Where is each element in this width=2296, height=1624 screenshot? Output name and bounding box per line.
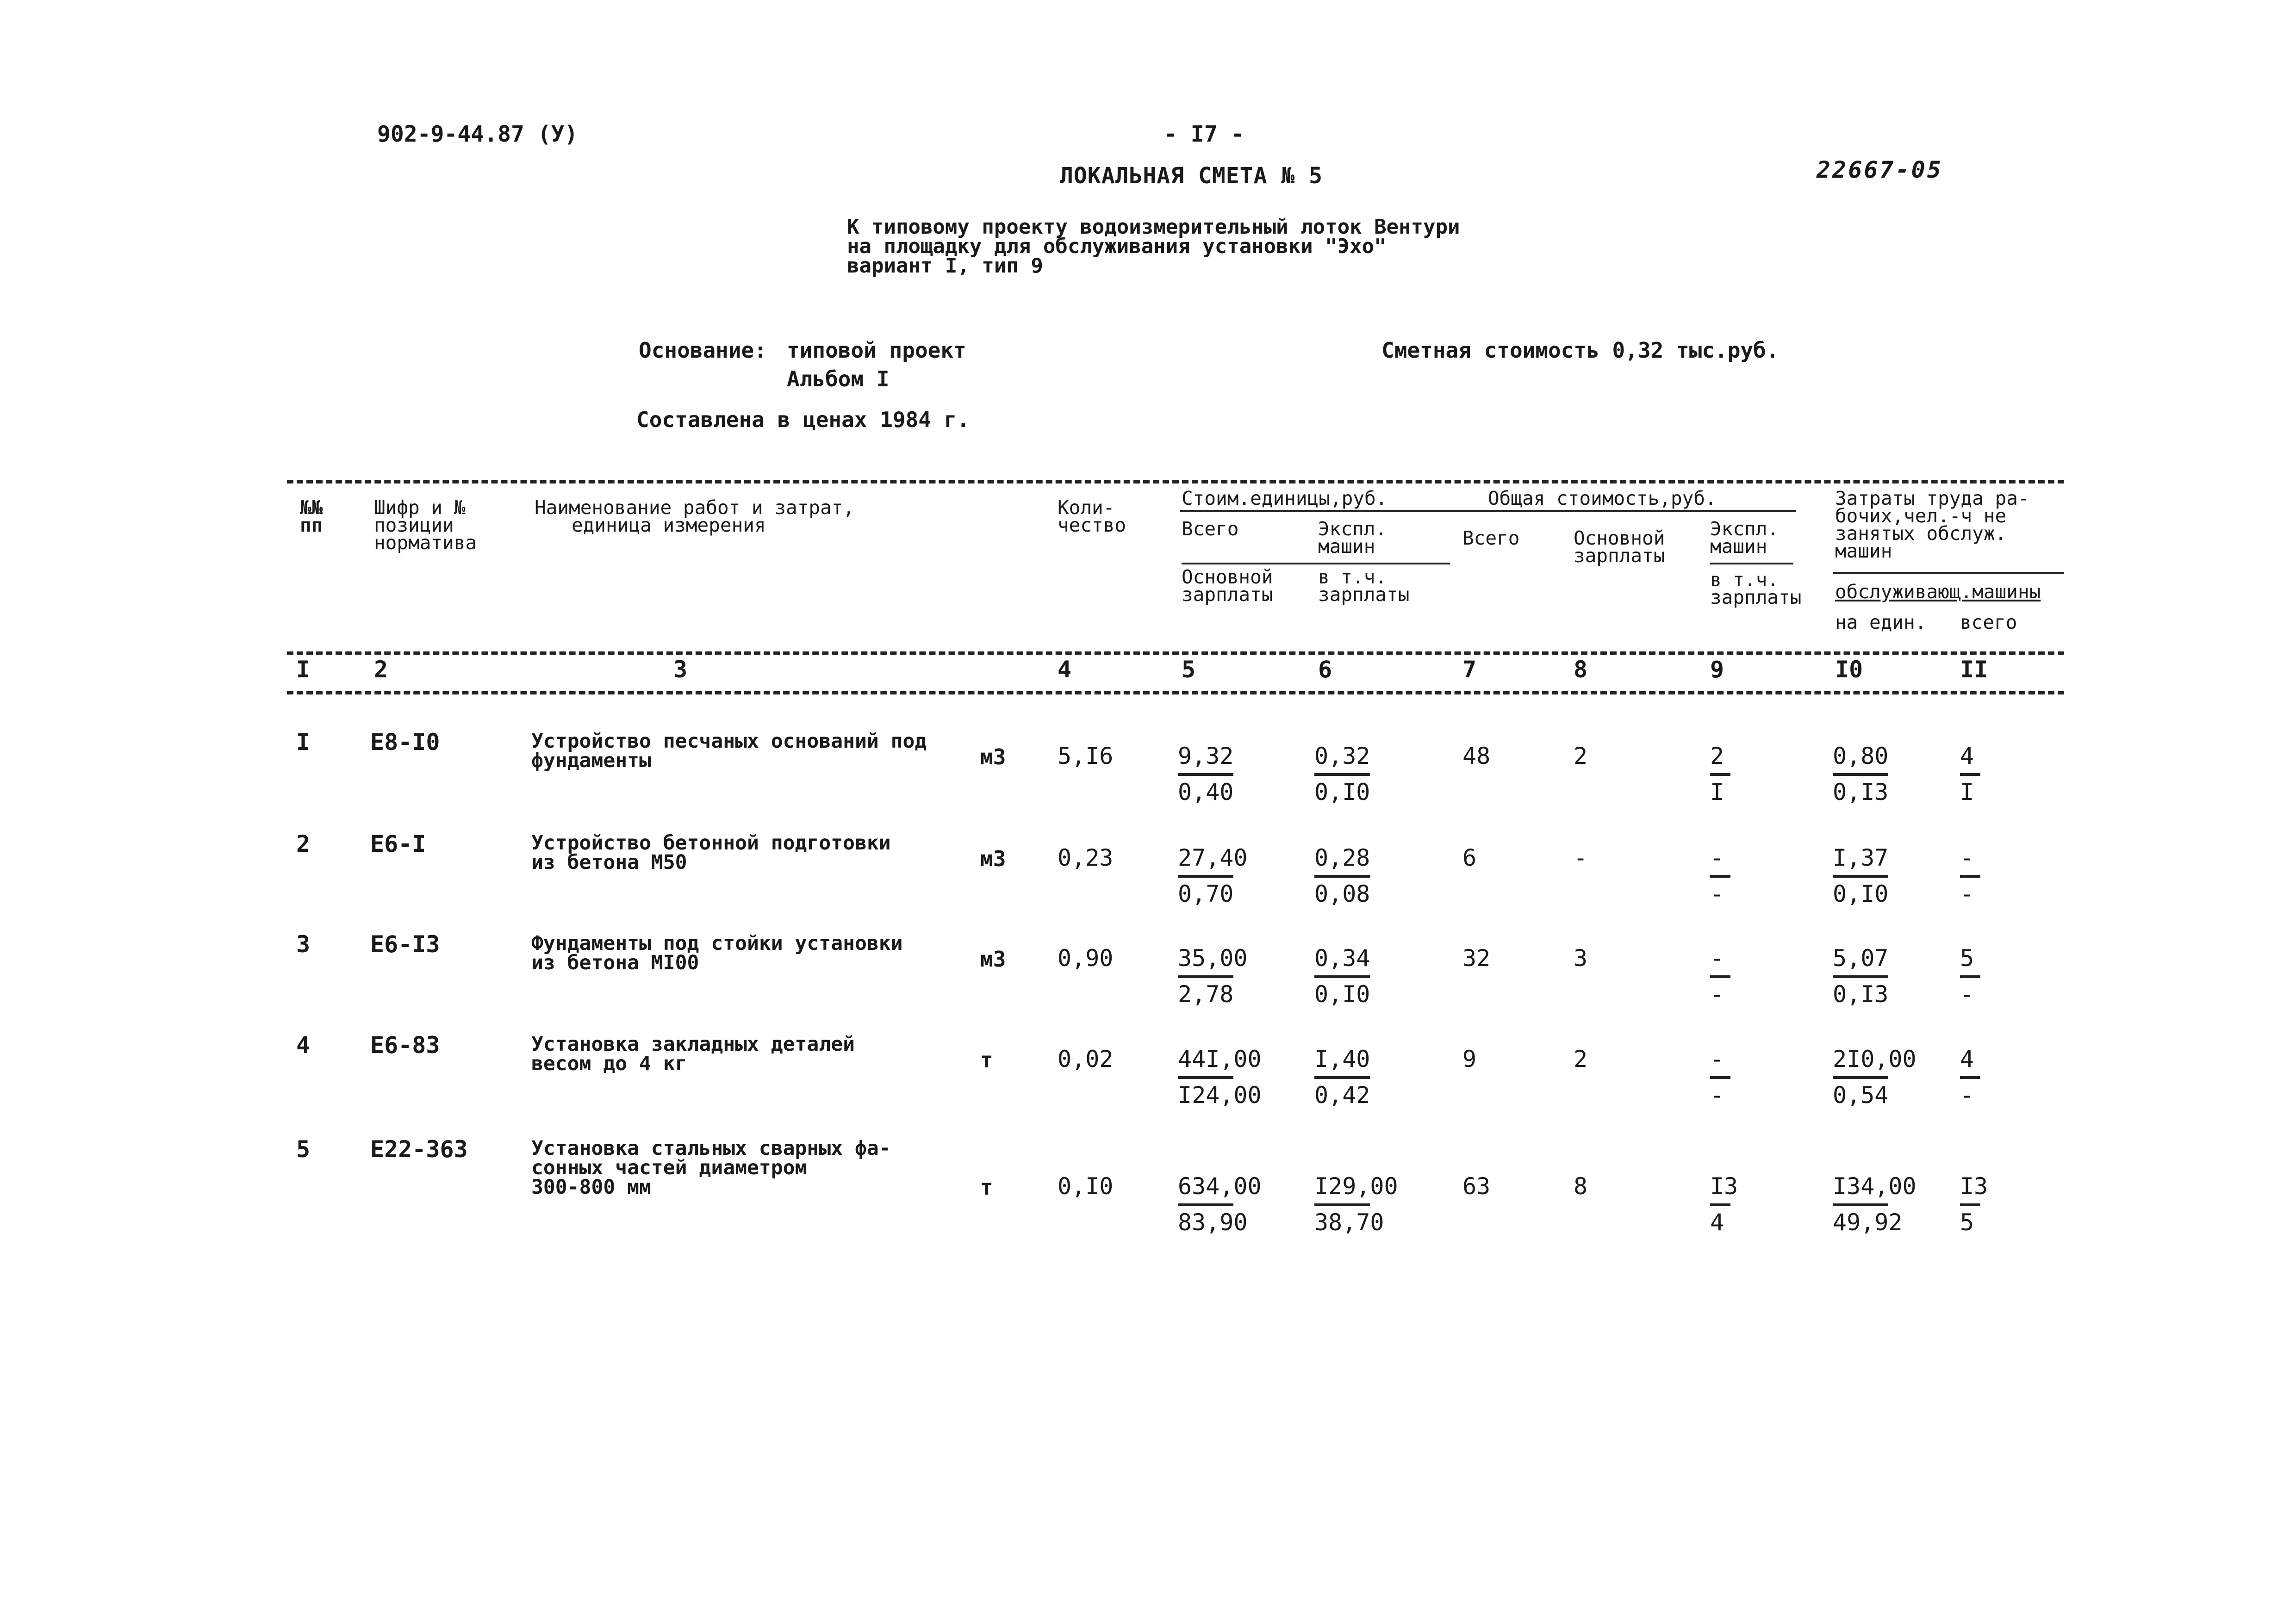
row-name-line-1: Устройство бетонной подготовки: [531, 831, 891, 855]
labor-total-fraction-denominator: I: [1960, 779, 1974, 806]
header-unit-machines-line-2: машин: [1318, 535, 1375, 558]
row-code: Е6-I3: [370, 931, 440, 958]
fraction-bar: [1314, 1203, 1370, 1206]
header-total-machines-line-2: машин: [1710, 535, 1767, 558]
unit-cost-fraction: [1178, 1046, 1266, 1109]
column-number: 5: [1182, 656, 1196, 683]
header-code-line-2: позиции: [374, 514, 454, 536]
page-number: - I7 -: [1164, 121, 1244, 147]
fraction-bar: [1178, 773, 1233, 776]
row-name-line-2: из бетона М50: [531, 851, 687, 874]
unit-sub-rule: [1182, 563, 1450, 564]
total-machine-fraction: [1710, 743, 1798, 806]
row-name-line-2: из бетона МI00: [531, 951, 699, 974]
header-labor-line-1: Затраты труда ра-: [1835, 487, 2029, 509]
unit-cost-fraction-denominator: 0,70: [1178, 880, 1234, 907]
unit-machine-fraction-denominator: 38,70: [1314, 1209, 1384, 1236]
labor-total-fraction-numerator: 4: [1960, 1046, 1974, 1072]
labor-total-fraction: [1960, 945, 2048, 1008]
total-wage: 2: [1574, 1046, 1588, 1072]
labor-per-unit-fraction: [1833, 743, 1921, 806]
unit-machine-fraction-numerator: 0,34: [1314, 945, 1370, 972]
header-labor: [1835, 487, 2029, 562]
fraction-bar: [1833, 1203, 1888, 1206]
unit-machine-fraction-denominator: 0,08: [1314, 880, 1370, 907]
header-total-incl: [1710, 571, 1801, 606]
header-total-machines: [1710, 518, 1779, 558]
fraction-bar: [1314, 1076, 1370, 1079]
basis-value: типовой проект: [787, 338, 966, 363]
total-cost: 32: [1462, 945, 1491, 972]
header-quantity-line-2: чество: [1058, 514, 1126, 536]
project-line-2: на площадку для обслуживания установки "Эхо": [847, 235, 1387, 258]
estimated-cost: Сметная стоимость 0,32 тыс.руб.: [1381, 338, 1779, 363]
header-total-all: Всего: [1462, 527, 1520, 549]
labor-total-fraction: [1960, 743, 2048, 806]
unit-machine-fraction: [1314, 844, 1402, 907]
row-quantity: 0,02: [1058, 1046, 1114, 1072]
labor-total-fraction-denominator: -: [1960, 1082, 1974, 1109]
fraction-bar: [1833, 1076, 1888, 1079]
row-code: Е8-I0: [370, 729, 440, 756]
fraction-bar: [1960, 975, 1980, 978]
total-cost: 9: [1462, 1046, 1477, 1072]
row-name: [531, 731, 927, 770]
column-number: 3: [673, 656, 688, 683]
column-number: 2: [374, 656, 388, 683]
unit-cost-fraction-denominator: 83,90: [1178, 1209, 1248, 1236]
fraction-bar: [1178, 975, 1233, 978]
header-total-wage: [1574, 527, 1665, 567]
row-quantity: 5,I6: [1058, 743, 1114, 769]
total-machine-fraction: [1710, 1173, 1798, 1236]
labor-total-fraction-denominator: -: [1960, 880, 1974, 907]
header-labor-per-unit: на един.: [1835, 611, 1927, 633]
row-unit: м3: [980, 846, 1006, 871]
labor-per-unit-fraction-denominator: 0,I3: [1833, 779, 1889, 806]
header-labor-serving: обслуживающ.машины: [1835, 581, 2041, 603]
unit-machine-fraction-numerator: I29,00: [1314, 1173, 1398, 1200]
row-code: Е6-I: [370, 831, 426, 857]
unit-machine-fraction-numerator: 0,32: [1314, 743, 1370, 769]
column-number: 9: [1710, 656, 1724, 683]
total-machine-fraction: [1710, 844, 1798, 907]
row-unit: м3: [980, 947, 1006, 972]
column-number: I0: [1835, 656, 1863, 683]
row-name-line-1: Установка закладных деталей: [531, 1033, 855, 1056]
price-basis: Составлена в ценах 1984 г.: [636, 407, 970, 432]
total-machines-rule: [1710, 563, 1793, 564]
labor-per-unit-fraction: [1833, 844, 1921, 907]
unit-cost-fraction-numerator: 27,40: [1178, 844, 1248, 871]
header-quantity: [1058, 496, 1126, 536]
header-quantity-line-1: Коли-: [1058, 496, 1115, 519]
header-total-wage-line-1: Основной: [1574, 527, 1665, 549]
row-quantity: 0,23: [1058, 844, 1114, 871]
column-number: 8: [1574, 656, 1588, 683]
unit-machine-fraction-denominator: 0,42: [1314, 1082, 1370, 1109]
labor-total-fraction-numerator: -: [1960, 844, 1974, 871]
header-unit-wage-line-1: Основной: [1182, 566, 1273, 588]
total-machine-fraction: [1710, 1046, 1798, 1109]
unit-cost-fraction: [1178, 945, 1266, 1008]
unit-cost-rule: [1180, 510, 1453, 512]
total-machine-fraction: [1710, 945, 1798, 1008]
labor-per-unit-fraction: [1833, 1046, 1921, 1109]
unit-cost-fraction-denominator: I24,00: [1178, 1082, 1262, 1109]
row-number: 2: [296, 831, 311, 857]
fraction-bar: [1178, 1203, 1233, 1206]
header-code-line-3: норматива: [374, 532, 477, 554]
header-code-line-1: Шифр и №: [374, 496, 466, 519]
column-number: II: [1960, 656, 1988, 683]
unit-cost-fraction-numerator: 9,32: [1178, 743, 1234, 769]
total-machine-fraction-numerator: -: [1710, 1046, 1724, 1072]
column-number: 6: [1318, 656, 1332, 683]
fraction-bar: [1314, 875, 1370, 878]
total-machine-fraction-denominator: I: [1710, 779, 1724, 806]
unit-cost-fraction: [1178, 743, 1266, 806]
labor-total-fraction-numerator: 5: [1960, 945, 1974, 972]
header-total-wage-line-2: зарплаты: [1574, 545, 1665, 567]
row-name: [531, 833, 891, 872]
header-name-line-1: Наименование работ и затрат,: [535, 496, 855, 519]
header-unit-cost: Стоим.единицы,руб.: [1182, 487, 1388, 509]
labor-per-unit-fraction: [1833, 1173, 1921, 1236]
header-unit-machines-line-1: Экспл.: [1318, 518, 1387, 540]
unit-cost-fraction: [1178, 844, 1266, 907]
header-unit-total: Всего: [1182, 518, 1239, 540]
row-unit: м3: [980, 744, 1006, 769]
labor-total-fraction-denominator: -: [1960, 981, 1974, 1008]
total-machine-fraction-numerator: I3: [1710, 1173, 1738, 1200]
row-code: Е22-363: [370, 1136, 468, 1163]
header-total-machines-line-1: Экспл.: [1710, 518, 1779, 540]
total-machine-fraction-numerator: -: [1710, 844, 1724, 871]
labor-per-unit-fraction-numerator: 5,07: [1833, 945, 1889, 972]
fraction-bar: [1710, 875, 1730, 878]
header-total-incl-line-1: в т.ч.: [1710, 569, 1779, 591]
labor-per-unit-fraction-denominator: 49,92: [1833, 1209, 1903, 1236]
fraction-bar: [1314, 975, 1370, 978]
row-number: I: [296, 729, 311, 756]
album-label: Альбом I: [787, 366, 890, 391]
total-wage: 3: [1574, 945, 1588, 972]
row-name-line-2: фундаменты: [531, 749, 651, 772]
row-name-line-2: сонных частей диаметром: [531, 1156, 807, 1179]
column-number: 4: [1058, 656, 1072, 683]
labor-total-fraction: [1960, 844, 2048, 907]
labor-per-unit-fraction-numerator: 0,80: [1833, 743, 1889, 769]
header-labor-line-2: бочих,чел.-ч не: [1835, 505, 2007, 527]
row-name-line-3: 300-800 мм: [531, 1176, 651, 1199]
fraction-bar: [1710, 975, 1730, 978]
total-machine-fraction-numerator: -: [1710, 945, 1724, 972]
row-name-line-2: весом до 4 кг: [531, 1052, 687, 1075]
labor-per-unit-fraction-denominator: 0,I3: [1833, 981, 1889, 1008]
header-labor-line-3: занятых обслуж.: [1835, 522, 2007, 545]
labor-rule: [1833, 572, 2064, 574]
labor-total-fraction-numerator: I3: [1960, 1173, 1988, 1200]
row-unit: т: [980, 1175, 993, 1200]
project-description: [847, 217, 1460, 276]
header-name: [535, 496, 855, 536]
total-cost: 63: [1462, 1173, 1491, 1200]
header-code: [374, 496, 477, 554]
row-name-line-1: Фундаменты под стойки установки: [531, 932, 903, 955]
total-wage: -: [1574, 844, 1588, 871]
header-num-line-1: №№: [300, 496, 323, 519]
total-cost: 48: [1462, 743, 1491, 769]
document-number: 22667-05: [1817, 156, 1943, 183]
fraction-bar: [1178, 875, 1233, 878]
unit-machine-fraction: [1314, 1046, 1402, 1109]
total-machine-fraction-denominator: -: [1710, 880, 1724, 907]
total-machine-fraction-denominator: -: [1710, 1082, 1724, 1109]
fraction-bar: [1960, 773, 1980, 776]
column-number: 7: [1462, 656, 1477, 683]
row-name: [531, 1035, 855, 1073]
header-divider-rule: [287, 651, 2064, 655]
labor-per-unit-fraction-numerator: I,37: [1833, 844, 1889, 871]
unit-machine-fraction-numerator: I,40: [1314, 1046, 1370, 1072]
header-unit-incl-line-1: в т.ч.: [1318, 566, 1387, 588]
fraction-bar: [1314, 773, 1370, 776]
basis-label: Основание:: [639, 338, 767, 363]
header-unit-wage-line-2: зарплаты: [1182, 583, 1273, 606]
unit-cost-fraction: [1178, 1173, 1266, 1236]
project-line-1: К типовому проекту водоизмерительный лоток Вентури: [847, 215, 1460, 239]
unit-machine-fraction-denominator: 0,I0: [1314, 779, 1370, 806]
total-machine-fraction-numerator: 2: [1710, 743, 1724, 769]
unit-cost-fraction-numerator: 44I,00: [1178, 1046, 1262, 1072]
labor-total-fraction-denominator: 5: [1960, 1209, 1974, 1236]
header-labor-all: всего: [1960, 611, 2017, 633]
total-machine-fraction-denominator: -: [1710, 981, 1724, 1008]
table-top-rule: [287, 480, 2064, 483]
fraction-bar: [1178, 1076, 1233, 1079]
header-unit-wage: [1182, 566, 1273, 606]
row-name: [531, 934, 903, 973]
fraction-bar: [1833, 773, 1888, 776]
fraction-bar: [1710, 773, 1730, 776]
labor-total-fraction: [1960, 1173, 2048, 1236]
unit-machine-fraction-denominator: 0,I0: [1314, 981, 1370, 1008]
unit-cost-fraction-numerator: 634,00: [1178, 1173, 1262, 1200]
unit-machine-fraction: [1314, 743, 1402, 806]
labor-per-unit-fraction-numerator: I34,00: [1833, 1173, 1916, 1200]
fraction-bar: [1960, 875, 1980, 878]
row-unit: т: [980, 1048, 993, 1072]
total-wage: 2: [1574, 743, 1588, 769]
row-code: Е6-83: [370, 1032, 440, 1059]
project-line-3: вариант I, тип 9: [847, 254, 1043, 278]
unit-machine-fraction: [1314, 1173, 1402, 1236]
fraction-bar: [1833, 875, 1888, 878]
unit-cost-fraction-numerator: 35,00: [1178, 945, 1248, 972]
header-unit-incl-line-2: зарплаты: [1318, 583, 1410, 606]
row-name: [531, 1139, 891, 1197]
total-wage: 8: [1574, 1173, 1588, 1200]
header-unit-incl: [1318, 566, 1410, 606]
document-title: ЛОКАЛЬНАЯ СМЕТА № 5: [1060, 163, 1323, 189]
total-cost-rule: [1453, 510, 1796, 512]
fraction-bar: [1710, 1203, 1730, 1206]
column-number: I: [296, 656, 311, 683]
header-num: [300, 496, 323, 536]
row-name-line-1: Установка стальных сварных фа-: [531, 1137, 891, 1160]
unit-machine-fraction-numerator: 0,28: [1314, 844, 1370, 871]
unit-machine-fraction: [1314, 945, 1402, 1008]
row-name-line-1: Устройство песчаных оснований под: [531, 730, 927, 753]
fraction-bar: [1833, 975, 1888, 978]
row-number: 3: [296, 931, 311, 958]
column-number-rule: [287, 691, 2064, 694]
labor-per-unit-fraction-numerator: 2I0,00: [1833, 1046, 1916, 1072]
header-num-line-2: пп: [300, 514, 323, 536]
labor-per-unit-fraction-denominator: 0,54: [1833, 1082, 1889, 1109]
header-name-line-2: единица измерения: [572, 514, 766, 536]
header-total-cost: Общая стоимость,руб.: [1488, 487, 1717, 509]
unit-cost-fraction-denominator: 0,40: [1178, 779, 1234, 806]
unit-cost-fraction-denominator: 2,78: [1178, 981, 1234, 1008]
labor-per-unit-fraction: [1833, 945, 1921, 1008]
fraction-bar: [1960, 1203, 1980, 1206]
total-machine-fraction-denominator: 4: [1710, 1209, 1724, 1236]
fraction-bar: [1960, 1076, 1980, 1079]
total-cost: 6: [1462, 844, 1477, 871]
labor-total-fraction-numerator: 4: [1960, 743, 1974, 769]
row-quantity: 0,90: [1058, 945, 1114, 972]
labor-total-fraction: [1960, 1046, 2048, 1109]
row-number: 4: [296, 1032, 311, 1059]
header-unit-machines: [1318, 518, 1387, 558]
labor-per-unit-fraction-denominator: 0,I0: [1833, 880, 1889, 907]
fraction-bar: [1710, 1076, 1730, 1079]
row-number: 5: [296, 1136, 311, 1163]
header-total-incl-line-2: зарплаты: [1710, 586, 1802, 608]
row-quantity: 0,I0: [1058, 1173, 1114, 1200]
header-labor-line-4: машин: [1835, 540, 1892, 562]
document-code: 902-9-44.87 (У): [377, 121, 578, 147]
